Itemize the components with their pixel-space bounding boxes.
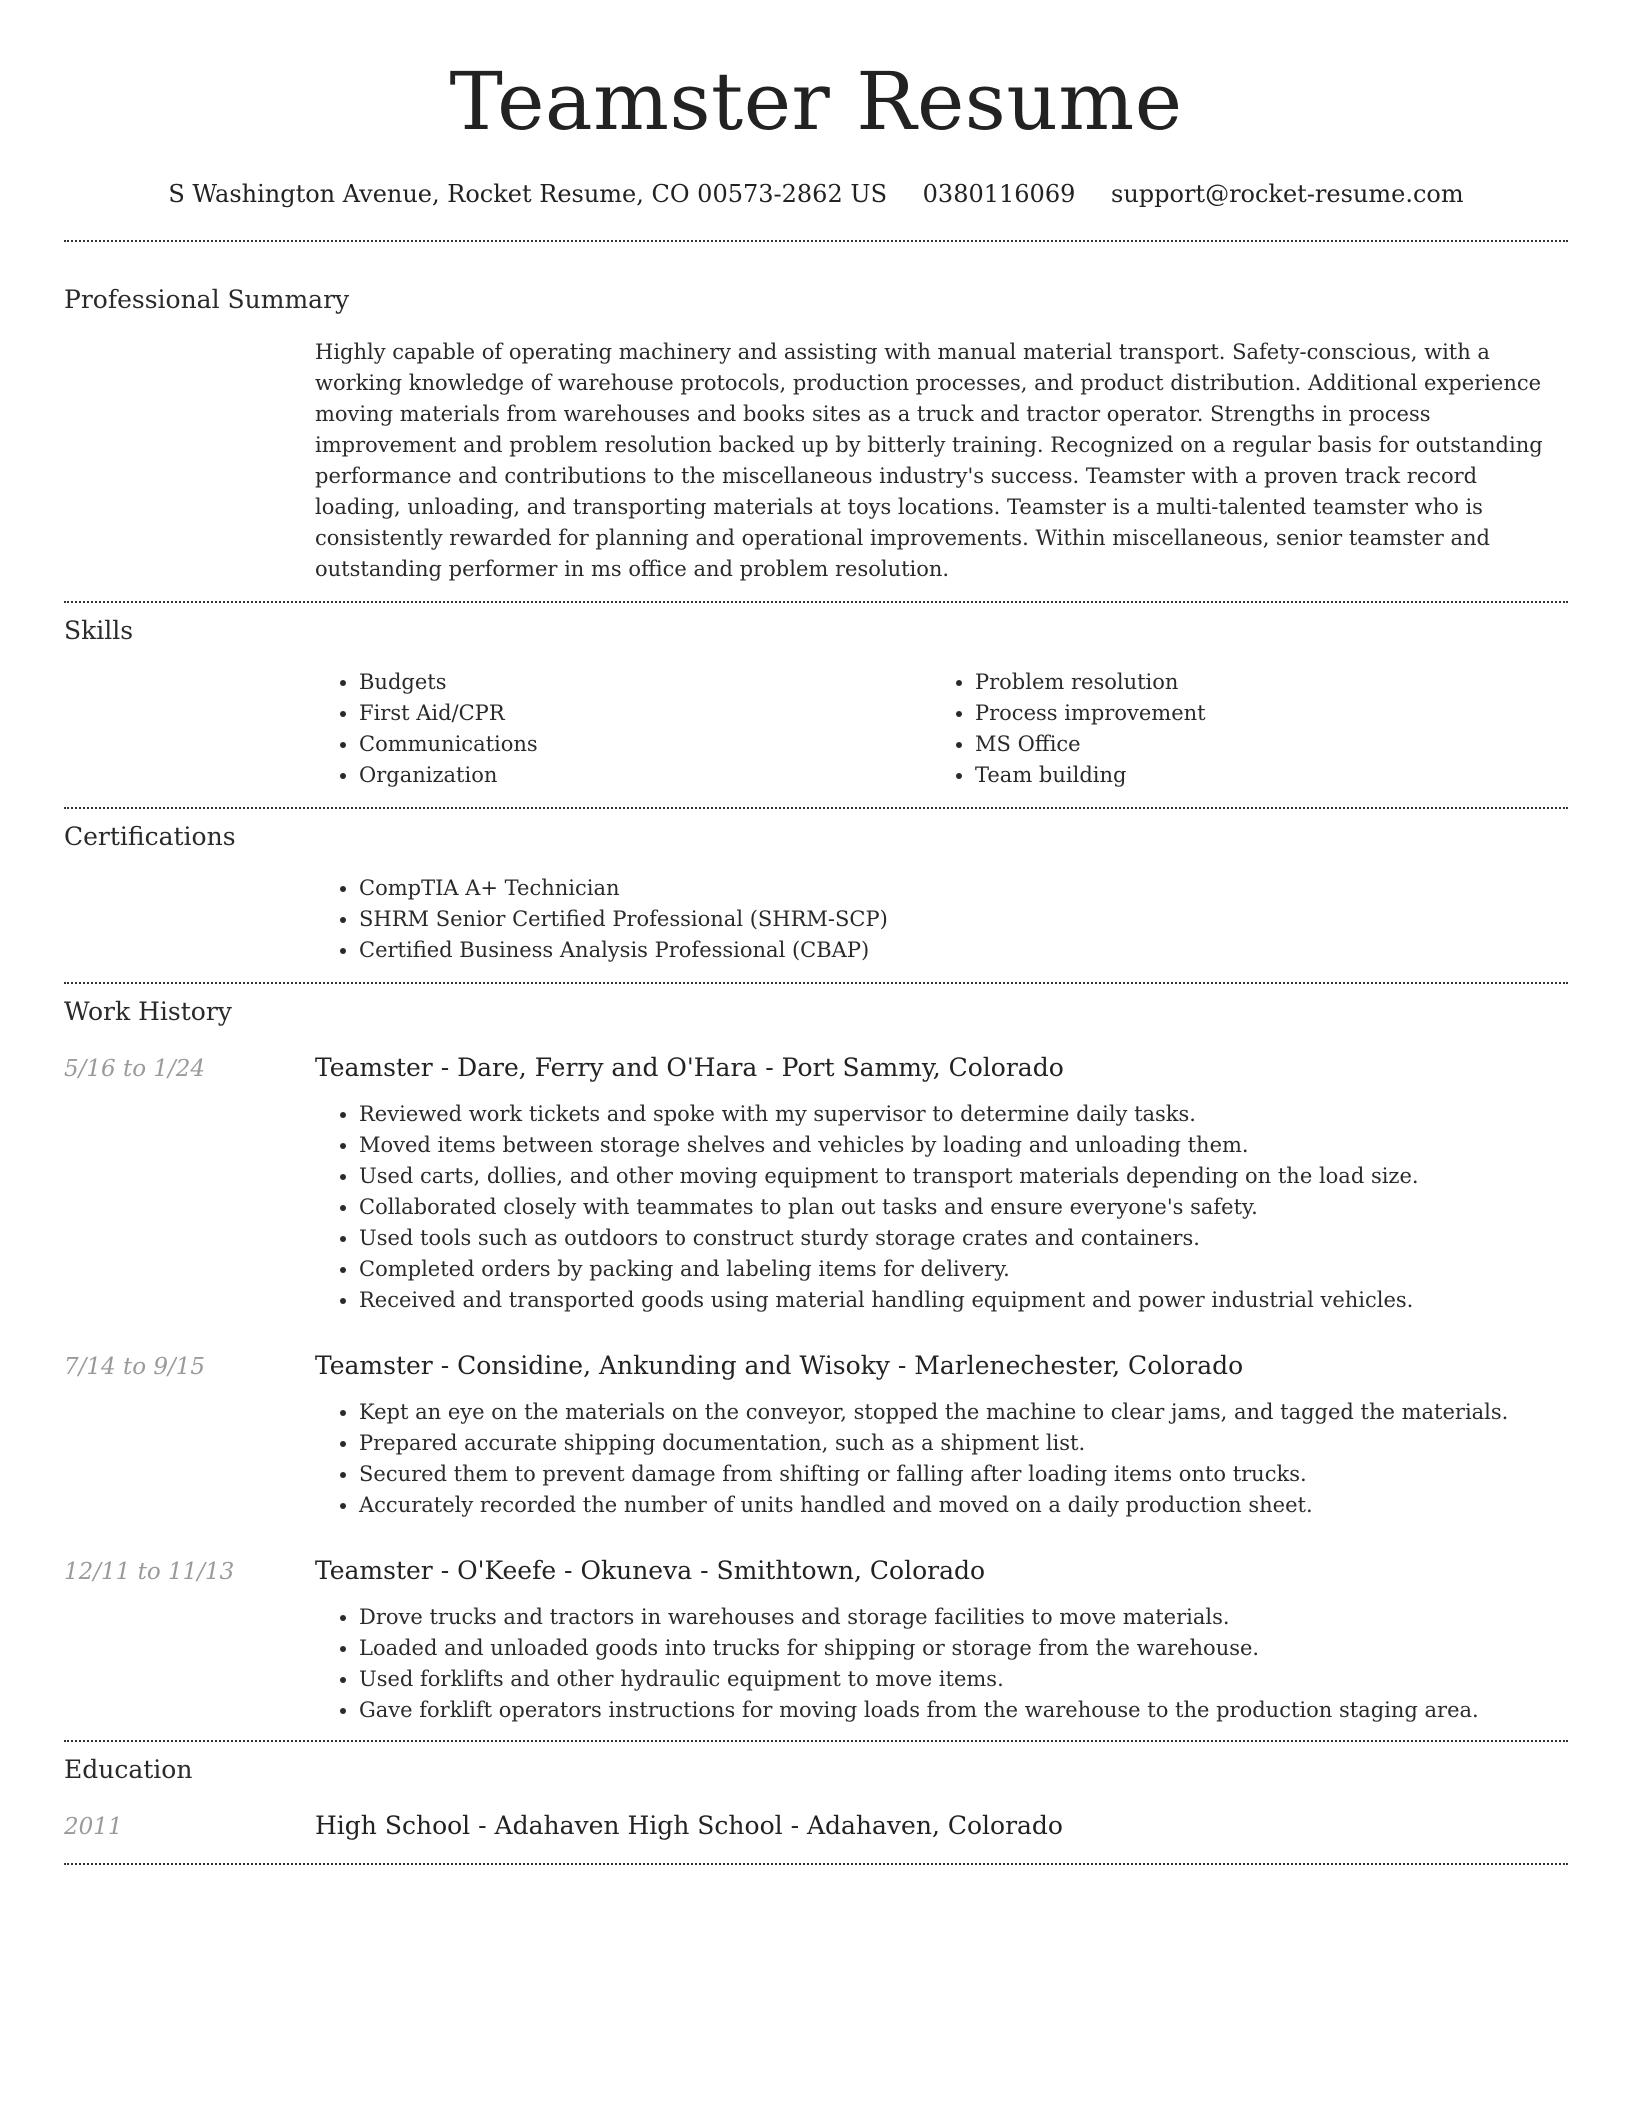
job-entry-header <box>64 1555 1568 1588</box>
skill-item: • Communications <box>359 729 931 760</box>
job-bullets <box>315 1397 1568 1521</box>
section-divider <box>64 807 1568 809</box>
skills-column-left <box>315 667 931 791</box>
section-divider <box>64 1863 1568 1865</box>
contact-phone: 0380116069 <box>922 180 1076 208</box>
skills-heading: Skills <box>64 616 134 645</box>
skill-item: • MS Office <box>975 729 1547 760</box>
education-year: 2011 <box>64 1814 123 1840</box>
job-entry-header <box>64 1052 1568 1085</box>
section-divider <box>64 982 1568 984</box>
skills-column-right <box>931 667 1547 791</box>
certification-item: • Certified Business Analysis Professional (CBAP) <box>359 935 1568 966</box>
skills-list-left <box>315 667 931 791</box>
section-divider <box>64 601 1568 603</box>
job-bullet: • Gave forklift operators instructions for moving loads from the warehouse to the production staging area. <box>359 1695 1568 1726</box>
job-entry-header <box>64 1350 1568 1383</box>
job-bullet-list <box>315 1602 1568 1726</box>
contact-address: S Washington Avenue, Rocket Resume, CO 00573-2862 US <box>168 180 888 208</box>
job-bullet: • Used forklifts and other hydraulic equipment to move items. <box>359 1664 1568 1695</box>
work-history-heading: Work History <box>64 997 232 1026</box>
job-title: Teamster - Dare, Ferry and O'Hara - Port Sammy, Colorado <box>315 1053 1064 1082</box>
skills-list-right <box>931 667 1547 791</box>
job-dates: 5/16 to 1/24 <box>64 1056 206 1082</box>
job-bullet: • Accurately recorded the number of units handled and moved on a daily production sheet. <box>359 1490 1568 1521</box>
job-bullet: • Received and transported goods using material handling equipment and power industrial vehicles. <box>359 1285 1568 1316</box>
certification-item: • CompTIA A+ Technician <box>359 873 1568 904</box>
skill-item: • Budgets <box>359 667 931 698</box>
job-bullet: • Completed orders by packing and labeling items for delivery. <box>359 1254 1568 1285</box>
job-bullet-list <box>315 1099 1568 1316</box>
job-bullet: • Collaborated closely with teammates to plan out tasks and ensure everyone's safety. <box>359 1192 1568 1223</box>
resume-title: Teamster Resume <box>449 55 1183 148</box>
skills-grid <box>315 667 1568 791</box>
education-heading: Education <box>64 1755 193 1784</box>
job-bullet-list <box>315 1397 1568 1521</box>
job-bullet: • Drove trucks and tractors in warehouses and storage facilities to move materials. <box>359 1602 1568 1633</box>
contact-line <box>64 178 1568 210</box>
job-bullet: • Reviewed work tickets and spoke with my supervisor to determine daily tasks. <box>359 1099 1568 1130</box>
skill-item: • Problem resolution <box>975 667 1547 698</box>
skill-item: • Process improvement <box>975 698 1547 729</box>
job-bullet: • Prepared accurate shipping documentation, such as a shipment list. <box>359 1428 1568 1459</box>
certifications-heading: Certifications <box>64 822 236 851</box>
job-bullet: • Loaded and unloaded goods into trucks for shipping or storage from the warehouse. <box>359 1633 1568 1664</box>
job-bullet: • Used tools such as outdoors to construct sturdy storage crates and containers. <box>359 1223 1568 1254</box>
job-bullets <box>315 1099 1568 1316</box>
job-bullet: • Used carts, dollies, and other moving equipment to transport materials depending on the load size. <box>359 1161 1568 1192</box>
summary-text: Highly capable of operating machinery and assisting with manual material transport. Safety-conscious, with a working knowledge of warehouse protocols, production processes, and product distribution. Additional experience moving materials from warehouses and books sites as a truck and tractor operator. Strengths in process improvement and problem resolution backed up by bitterly training. Recognized on a regular basis for outstanding performance and contributions to the miscellaneous industry's success. Teamster with a proven track record loading, unloading, and transporting materials at toys locations. Teamster is a multi-talented teamster who is consistently rewarded for planning and operational improvements. Within miscellaneous, senior teamster and outstanding performer in ms office and problem resolution. <box>315 340 1543 581</box>
job-dates: 12/11 to 11/13 <box>64 1559 235 1585</box>
certification-item: • SHRM Senior Certified Professional (SHRM-SCP) <box>359 904 1568 935</box>
education-entry <box>64 1810 1568 1843</box>
skill-item: • Organization <box>359 760 931 791</box>
contact-email: support@rocket-resume.com <box>1111 180 1464 208</box>
section-divider <box>64 1740 1568 1742</box>
job-title: Teamster - O'Keefe - Okuneva - Smithtown, Colorado <box>315 1556 986 1585</box>
summary-heading: Professional Summary <box>64 285 350 314</box>
certifications-list <box>315 873 1568 966</box>
job-dates: 7/14 to 9/15 <box>64 1354 206 1380</box>
section-divider <box>64 240 1568 242</box>
certifications-block <box>315 873 1568 966</box>
job-bullet: • Kept an eye on the materials on the conveyor, stopped the machine to clear jams, and tagged the materials. <box>359 1397 1568 1428</box>
education-title: High School - Adahaven High School - Adahaven, Colorado <box>315 1811 1063 1840</box>
job-title: Teamster - Considine, Ankunding and Wisoky - Marlenechester, Colorado <box>315 1351 1244 1380</box>
skill-item: • First Aid/CPR <box>359 698 931 729</box>
job-bullet: • Moved items between storage shelves and vehicles by loading and unloading them. <box>359 1130 1568 1161</box>
job-bullets <box>315 1602 1568 1726</box>
job-bullet: • Secured them to prevent damage from shifting or falling after loading items onto trucks. <box>359 1459 1568 1490</box>
skill-item: • Team building <box>975 760 1547 791</box>
